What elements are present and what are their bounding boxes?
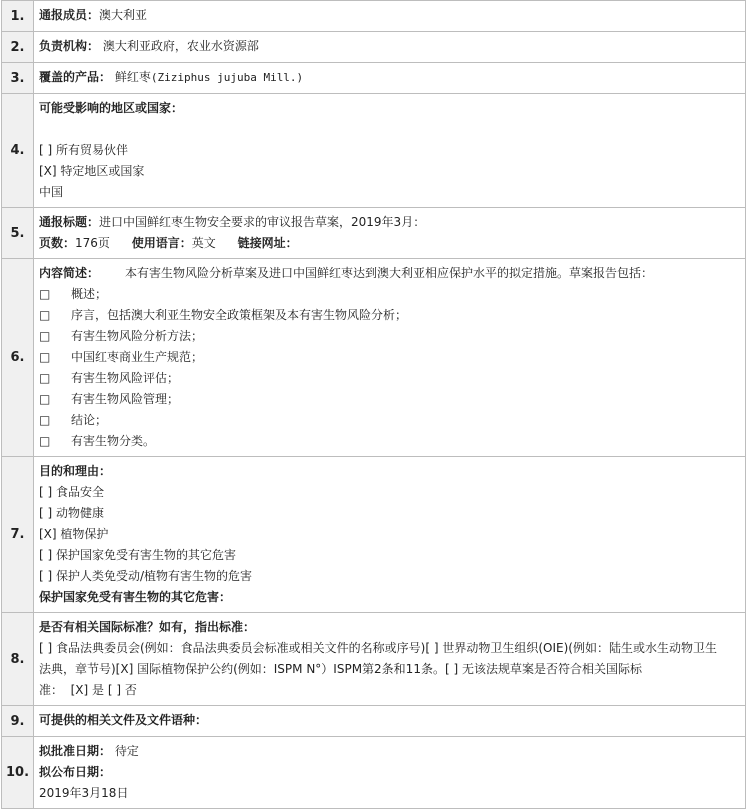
bullet-icon: □ <box>39 392 51 406</box>
bullet-icon: □ <box>39 434 51 448</box>
purpose-footer: 保护国家免受有害生物的其它危害： <box>39 590 232 604</box>
row-number: 2. <box>2 32 34 63</box>
table-row <box>2 94 746 208</box>
standards-line: 准： [X] 是 [ ] 否 <box>39 683 137 697</box>
table-row <box>2 63 746 94</box>
row-number: 10. <box>2 737 34 809</box>
field-label: 负责机构： <box>39 39 100 53</box>
pages-label: 页数： <box>39 236 76 250</box>
field-label: 可提供的相关文件及文件语种： <box>39 713 208 727</box>
table-row <box>2 613 746 706</box>
field-label: 目的和理由： <box>39 464 112 478</box>
field-label: 覆盖的产品： <box>39 70 112 84</box>
list-item: □ 结论； <box>39 410 739 431</box>
table-row <box>2 32 746 63</box>
option-animal-health: [ ] 动物健康 <box>39 506 104 520</box>
link-label: 链接网址： <box>237 236 298 250</box>
bullet-icon: □ <box>39 350 51 364</box>
row-number: 3. <box>2 63 34 94</box>
field-value: 鲜红枣 <box>114 70 151 84</box>
summary-value: 本有害生物风险分析草案及进口中国鲜红枣达到澳大利亚相应保护水平的拟定措施。草案报告包括： <box>125 266 654 280</box>
publication-date-value: 2019年3月18日 <box>39 786 129 800</box>
row-number: 5. <box>2 208 34 259</box>
list-item: □ 有害生物风险评估； <box>39 368 739 389</box>
row-number: 1. <box>2 1 34 32</box>
row-number: 6. <box>2 259 34 457</box>
field-label: 通报成员： <box>39 8 100 22</box>
bullet-icon: □ <box>39 371 51 385</box>
option-specific-regions: [X] 特定地区或国家 <box>39 164 145 178</box>
field-value: 澳大利亚 <box>99 8 148 22</box>
list-item: □ 有害生物风险分析方法； <box>39 326 739 347</box>
standards-line: 法典，章节号)[X] 国际植物保护公约(例如：ISPM N°）ISPM第2条和11条。[ ] 无该法规草案是否符合相关国际标 <box>39 662 642 676</box>
field-label: 通报标题： <box>39 215 100 229</box>
row-number: 8. <box>2 613 34 706</box>
table-row <box>2 259 746 457</box>
approval-date-label: 拟批准日期： <box>39 744 112 758</box>
table-row <box>2 1 746 32</box>
field-label: 内容简述： <box>39 266 100 280</box>
table-row <box>2 706 746 737</box>
field-value: 澳大利亚政府，农业水资源部 <box>102 39 259 53</box>
notification-table <box>1 0 746 809</box>
option-food-safety: [ ] 食品安全 <box>39 485 104 499</box>
list-item: □ 有害生物分类。 <box>39 431 739 452</box>
pages-value: 176页 <box>75 236 110 250</box>
title-value: 进口中国鲜红枣生物安全要求的审议报告草案，2019年3月： <box>99 215 426 229</box>
bullet-icon: □ <box>39 413 51 427</box>
list-item: □ 中国红枣商业生产规范； <box>39 347 739 368</box>
list-item: □ 序言，包括澳大利亚生物安全政策框架及本有害生物风险分析； <box>39 305 739 326</box>
bullet-icon: □ <box>39 287 51 301</box>
option-all-partners: [ ] 所有贸易伙伴 <box>39 143 128 157</box>
publication-date-label: 拟公布日期： <box>39 765 112 779</box>
field-label: 可能受影响的地区或国家： <box>39 101 184 115</box>
bullet-icon: □ <box>39 329 51 343</box>
table-row <box>2 737 746 809</box>
list-item: □ 有害生物风险管理； <box>39 389 739 410</box>
table-row <box>2 208 746 259</box>
table-row <box>2 457 746 613</box>
option-protect-humans: [ ] 保护人类免受动/植物有害生物的危害 <box>39 569 253 583</box>
list-item: □ 概述； <box>39 284 739 305</box>
field-label: 是否有相关国际标准？如有，指出标准： <box>39 620 256 634</box>
language-value: 英文 <box>191 236 216 250</box>
option-protect-country: [ ] 保护国家免受有害生物的其它危害 <box>39 548 236 562</box>
approval-date-value: 待定 <box>114 744 139 758</box>
option-plant-protection: [X] 植物保护 <box>39 527 109 541</box>
row-number: 9. <box>2 706 34 737</box>
field-value-latin: (Ziziphus jujuba Mill.) <box>150 71 304 84</box>
row-number: 7. <box>2 457 34 613</box>
row-number: 4. <box>2 94 34 208</box>
country-value: 中国 <box>39 185 64 199</box>
language-label: 使用语言： <box>131 236 192 250</box>
bullet-icon: □ <box>39 308 51 322</box>
standards-line: [ ] 食品法典委员会(例如：食品法典委员会标准或相关文件的名称或序号)[ ] 世界动物卫生组织(OIE)(例如：陆生或水生动物卫生 <box>39 641 717 655</box>
